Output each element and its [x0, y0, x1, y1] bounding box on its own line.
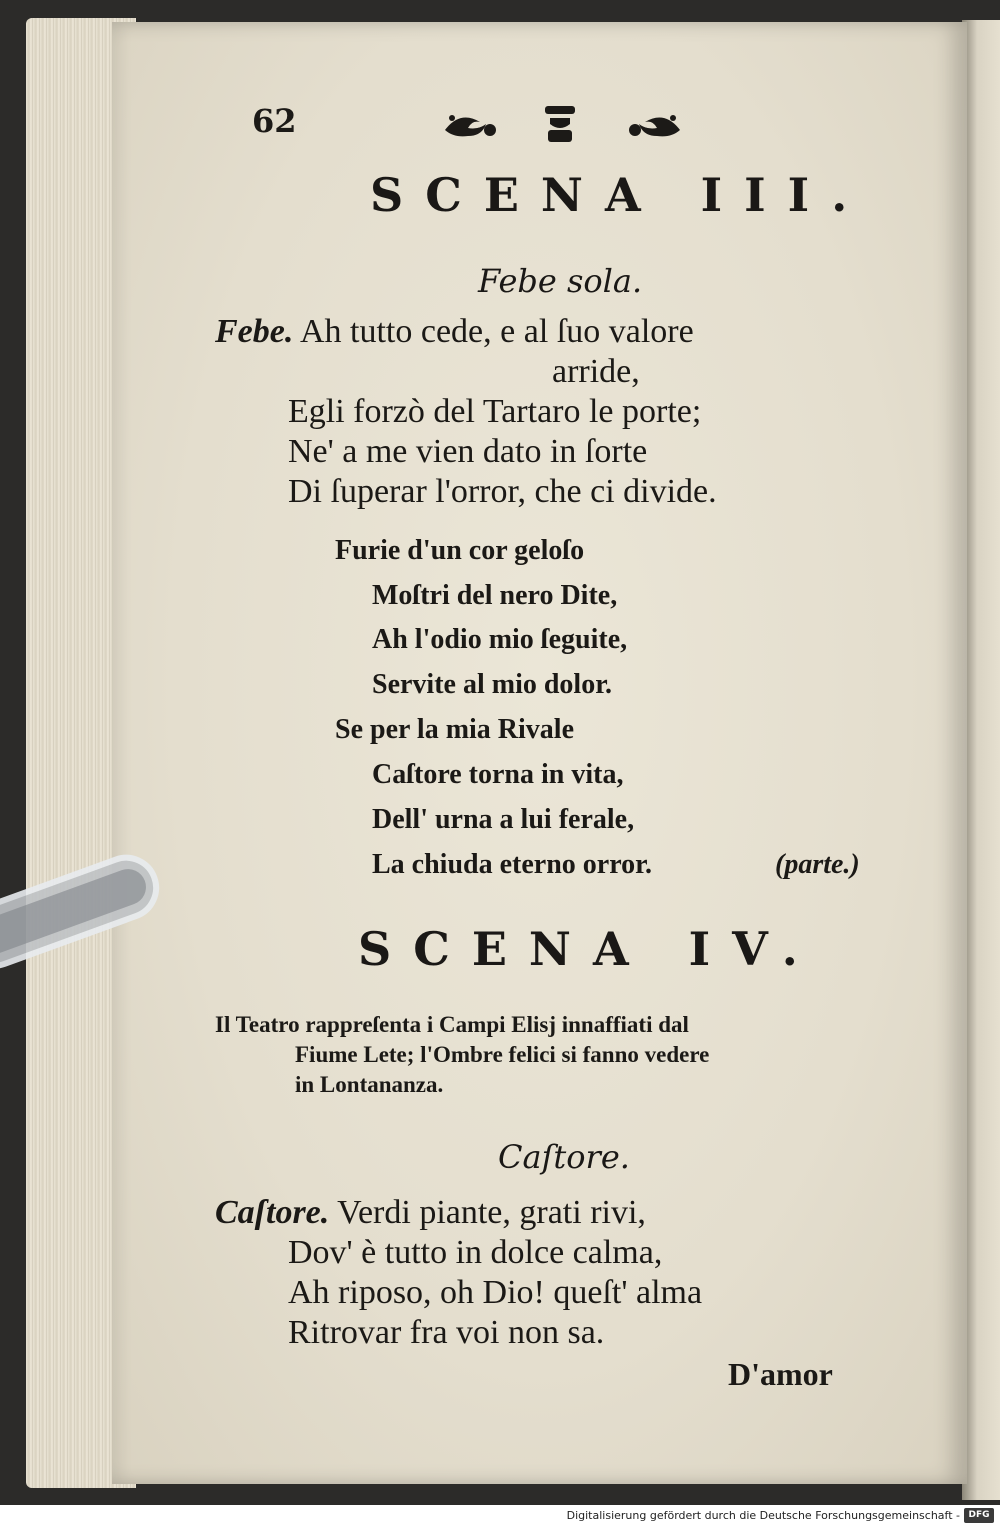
speaker-name: Caſtore. [215, 1194, 330, 1231]
dfg-logo: DFG [964, 1508, 994, 1523]
aria-line: Caſtore torna in vita, [372, 759, 624, 790]
stage-direction-line: Fiume Lete; l'Ombre felici si fanno vedere [295, 1042, 710, 1067]
scene-heading: SCENA IV. [358, 922, 820, 976]
aria-line: Furie d'un cor geloſo [335, 535, 585, 566]
verse-line: Egli forzò del Tartaro le porte; [288, 393, 702, 430]
verse-line: arride, [552, 353, 640, 390]
verse-line [215, 313, 694, 351]
verse-line: Ah riposo, oh Dio! queſt' alma [288, 1274, 703, 1311]
scene-subheading: Caſtore. [498, 1138, 630, 1176]
verse-line: Di ſuperar l'orror, che ci divide. [288, 473, 717, 510]
stage-direction-line: in Lontananza. [295, 1072, 444, 1097]
aria-line: Se per la mia Rivale [335, 714, 575, 745]
funding-note: Digitalisierung gefördert durch die Deutsche Forschungsgemeinschaft - [566, 1509, 960, 1522]
stage-exit: (parte.) [775, 849, 860, 880]
printer-ornament-icon [440, 100, 685, 150]
aria-line: Dell' urna a lui ferale, [372, 804, 635, 835]
speaker-name: Febe. [215, 313, 294, 350]
aria-line: Ah l'odio mio ſeguite, [372, 624, 628, 655]
stage-direction-line: Il Teatro rappreſenta i Campi Elisj innaffiati dal [215, 1012, 689, 1037]
catchword: D'amor [728, 1356, 833, 1392]
verse-text: Ah tutto cede, e al ſuo valore [299, 313, 694, 350]
verse-line: Ritrovar fra voi non sa. [288, 1314, 605, 1351]
page-number: 62 [252, 102, 297, 140]
aria-line: Servite al mio dolor. [372, 669, 613, 700]
adjacent-page-edge [962, 20, 1000, 1500]
aria-line: La chiuda eterno orror. [372, 849, 652, 880]
verse-text: Verdi piante, grati rivi, [337, 1194, 646, 1231]
verse-line: Ne' a me vien dato in ſorte [288, 433, 648, 470]
verse-line [215, 1194, 646, 1232]
aria-line: Moſtri del nero Dite, [372, 580, 618, 611]
scene-subheading: Febe sola. [478, 262, 643, 300]
verse-line: Dov' è tutto in dolce calma, [288, 1234, 663, 1271]
digitization-footer [0, 1505, 1000, 1527]
scene-heading: SCENA III. [370, 168, 870, 222]
